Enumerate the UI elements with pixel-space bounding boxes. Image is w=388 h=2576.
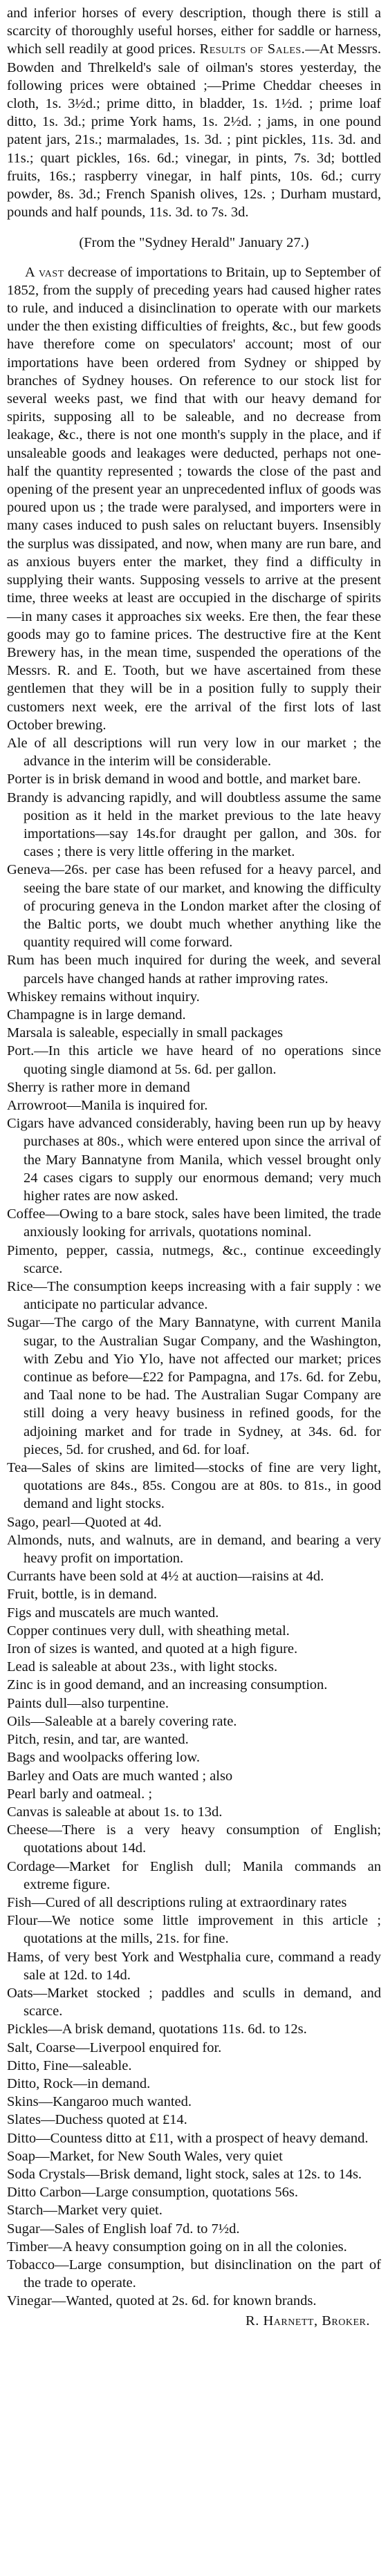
commodity-list <box>7 734 381 2311</box>
opening-text: and inferior horses of every description, though there is still a scarcity of thoroughly useful horses, either for saddle or harness, which sell readily at good prices. <box>7 6 381 57</box>
commodity-entry: Brandy is advancing rapidly, and will doubtless assume the same position as it held in the market previous to the late heavy importations—say 14s.for draught per gallon, and 30s. for cases ; there is very little offering in the market. <box>7 790 381 860</box>
commodity-entry: Copper continues very dull, with sheathing metal. <box>7 1623 290 1639</box>
opening-paragraph <box>7 4 381 221</box>
commodity-entry: Cordage—Market for English dull; Manila commands an extreme figure. <box>7 1858 381 1892</box>
commodity-entry: Rum has been much inquired for during the week, and several parcels have changed hands at rather improving rates. <box>7 953 381 987</box>
sales-report <box>7 41 381 220</box>
commodity-entry: Salt, Coarse—Liverpool enquired for. <box>7 2040 222 2055</box>
commodity-entry: Geneva—26s. per case has been refused for a heavy parcel, and seeing the bare state of our market, and knowing the difficulty of procuring geneva in the London market after the closing of the Baltic ports, we doubt much whether anything like the quantity required will come forward. <box>7 862 381 951</box>
commodity-entry: Ditto, Fine—saleable. <box>7 2057 132 2073</box>
commodity-entry: Paints dull—also turpentine. <box>7 1695 169 1711</box>
commodity-entry: Bags and woolpacks offering low. <box>7 1750 200 1766</box>
commodity-entry: Marsala is saleable, especially in small packages <box>7 1025 284 1041</box>
commodity-entry: Ditto, Rock—in demand. <box>7 2075 151 2091</box>
commodity-entry: Oils—Saleable at a barely covering rate. <box>7 1713 237 1729</box>
commodity-entry: Soap—Market, for New South Wales, very quiet <box>7 2148 283 2164</box>
commodity-entry: Sago, pearl—Quoted at 4d. <box>7 1514 162 1530</box>
commodity-entry: Vinegar—Wanted, quoted at 2s. 6d. for known brands. <box>7 2293 317 2309</box>
commodity-entry: Ditto Carbon—Large consumption, quotations 56s. <box>7 2185 298 2201</box>
commodity-entry: Hams, of very best York and Westphalia cure, command a ready sale at 12d. to 14d. <box>7 1949 381 1983</box>
broker-signature: R. Harnett, Broker. <box>246 2313 370 2328</box>
commodity-entry: Figs and muscatels are much wanted. <box>7 1605 219 1621</box>
intro-dropcap: A vast <box>25 264 64 280</box>
commodity-entry: Sugar—The cargo of the Mary Bannatyne, with current Manila sugar, to the Australian Sugar Company, and the Washington, with Zebu and Yio Ylo, have not affected our market; prices continue as before—£22 for Pampagna, and 17s. 6d. for Zebu, and Taal none to be had. The Australian Sugar Company are still doing a very heavy business in refined goods, for the adjoining market and for trade in Sydney, at 34s. 6d. for pieces, 5d. for crushed, and 6d. for loaf. <box>7 1315 381 1457</box>
commodity-entry: Flour—We notice some little improvement in this article ; quotations at the mills, 21s. for fine. <box>7 1913 381 1947</box>
commodity-entry: Coffee—Owing to a bare stock, sales have been limited, the trade anxiously looking for arrivals, quotations nominal. <box>7 1206 381 1240</box>
commodity-entry: Port.—In this article we have heard of no operations since quoting single diamond at 5s. 6d. per gallon. <box>7 1043 381 1077</box>
commodity-entry: Barley and Oats are much wanted ; also <box>7 1768 233 1784</box>
commodity-entry: Iron of sizes is wanted, and quoted at a high figure. <box>7 1641 298 1657</box>
commodity-entry: Cigars have advanced considerably, having been run up by heavy purchases at 80s., which were entered upon since the arrival of the Mary Bannatyne from Manila, which vessel brought only 24 cases cigars to supply our enormous demand; very much higher rates are now asked. <box>7 1116 381 1204</box>
commodity-entry: Sherry is rather more in demand <box>7 1079 190 1095</box>
sales-text: —At Messrs. Bowden and Threlkeld's sale of oilman's stores yesterday, the following prices were obtained ;—Prime Cheddar cheeses in cloth, 1s. 3½d.; prime ditto, in bladder, 1s. 1½d. ; prime loaf ditto, 1s. 3d.; prime York hams, 1s. 2½d. ; jams, in one pound patent jars, 21s.; marmalades, 1s. 3d. ; pint pickles, 11s. 3d. and 11s.; quart pickles, 16s. 6d.; vinegar, in pints, 7s. 3d; bottled fruits, 16s.; raspberry vinegar, in half pints, 10s. 6d.; curry powder, 8s. 3d.; French Spanish olives, 12s. ; Durham mustard, pounds and half pounds, 11s. 3d. to 7s. 3d. <box>7 41 381 221</box>
commodity-entry: Porter is in brisk demand in wood and bottle, and market bare. <box>7 772 361 787</box>
commodity-entry: Lead is saleable at about 23s., with light stocks. <box>7 1659 278 1675</box>
commodity-entry: Pickles—A brisk demand, quotations 11s. 6d. to 12s. <box>7 2022 307 2037</box>
commodity-entry: Fruit, bottle, is in demand. <box>7 1587 157 1603</box>
commodity-entry: Arrowroot—Manila is inquired for. <box>7 1097 208 1113</box>
commodity-entry: Timber—A heavy consumption going on in all the colonies. <box>7 2239 347 2255</box>
source-line: (From the "Sydney Herald" January 27.) <box>79 235 309 251</box>
market-intro <box>7 263 381 734</box>
commodity-entry: Rice—The consumption keeps increasing with a fair supply : we anticipate no particular advance. <box>7 1279 381 1313</box>
commodity-entry: Whiskey remains without inquiry. <box>7 989 200 1005</box>
commodity-entry: Currants have been sold at 4½ at auction—raisins at 4d. <box>7 1569 324 1585</box>
intro-text: decrease of importations to Britain, up to September of 1852, from the supply of preceding years had caused higher rates to rule, and induced a disinclination to operate with our markets under the then existing difficulties of freights, &c., but few goods have therefore come on speculators' account; most of our importations have been ordered from Sydney or shipped by branches of Sydney houses. On reference to our stock list for several weeks past, we find that with our heavy demand for spirits, supposing all to be saleable, and no decrease from leakage, &c., there is not one month's supply in the place, and if unsaleable goods and leakages were deducted, perhaps not one-half the quantity represented ; towards the close of the past and opening of the present year an unprecedented influx of goods was poured upon us ; the trade were paralysed, and importers were in many cases induced to push sales on reluctant buyers. Insensibly the surplus was dissipated, and now, when many are run bare, and as anxious buyers enter the market, they find a difficulty in supplying their wants. Supposing vessels to arrive at the present time, three weeks at least are occupied in the discharge of spirits—in many cases it approaches six weeks. Ere then, the fear these goods may go to famine prices. The destructive fire at the Kent Brewery has, in the mean time, suspended the operations of the Messrs. R. and E. Tooth, but we have ascertained from these gentlemen that they will be in a position fully to supply their customers next week, ere the arrival of the first lots of last October brewing. <box>7 264 381 733</box>
commodity-entry: Fish—Cured of all descriptions ruling at extraordinary rates <box>7 1894 347 1910</box>
commodity-entry: Pitch, resin, and tar, are wanted. <box>7 1732 189 1748</box>
commodity-entry: Starch—Market very quiet. <box>7 2203 163 2219</box>
commodity-entry: Ale of all descriptions will run very low in our market ; the advance in the interim will be considerable. <box>7 735 381 769</box>
commodity-entry: Pearl barly and oatmeal. ; <box>7 1786 153 1802</box>
commodity-entry: Slates—Duchess quoted at £14. <box>7 2112 187 2128</box>
commodity-entry: Canvas is saleable at about 1s. to 13d. <box>7 1804 223 1820</box>
commodity-entry: Tobacco—Large consumption, but disinclination on the part of the trade to operate. <box>7 2257 381 2291</box>
commodity-entry: Pimento, pepper, cassia, nutmegs, &c., continue exceedingly scarce. <box>7 1242 381 1276</box>
commodity-entry: Soda Crystals—Brisk demand, light stock, sales at 12s. to 14s. <box>7 2166 362 2182</box>
sales-heading: Results of Sales. <box>199 41 306 57</box>
commodity-entry: Sugar—Sales of English loaf 7d. to 7½d. <box>7 2221 240 2237</box>
commodity-entry: Almonds, nuts, and walnuts, are in demand, and bearing a very heavy profit on importation. <box>7 1532 381 1567</box>
commodity-entry: Zinc is in good demand, and an increasing consumption. <box>7 1677 328 1693</box>
commodity-entry: Skins—Kangaroo much wanted. <box>7 2094 192 2110</box>
commodity-entry: Cheese—There is a very heavy consumption of English; quotations about 14d. <box>7 1822 381 1856</box>
commodity-entry: Ditto—Countess ditto at £11, with a prospect of heavy demand. <box>7 2130 369 2146</box>
commodity-entry: Champagne is in large demand. <box>7 1007 186 1023</box>
commodity-entry: Tea—Sales of skins are limited—stocks of fine are very light, quotations are 84s., 85s. Congou are at 80s. to 81s., in good demand and light stocks. <box>7 1460 381 1512</box>
commodity-entry: Oats—Market stocked ; paddles and sculls in demand, and scarce. <box>7 1985 381 2019</box>
